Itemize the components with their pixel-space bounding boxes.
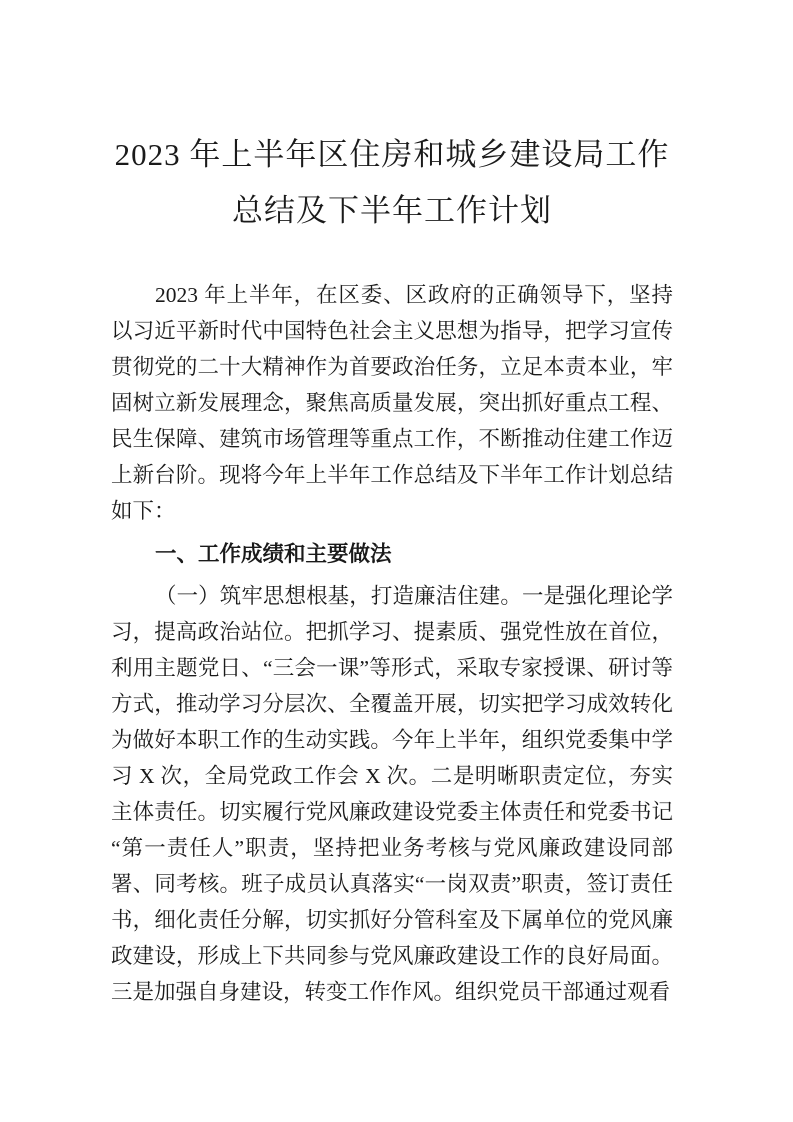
section-heading-1: 一、工作成绩和主要做法 xyxy=(155,542,392,566)
section-1-paragraph xyxy=(111,578,673,1010)
document-content-area xyxy=(111,0,673,1010)
section-1-lead-sentence: （一）筑牢思想根基，打造廉洁住建。 xyxy=(155,584,522,608)
intro-paragraph: 2023 年上半年，在区委、区政府的正确领导下，坚持以习近平新时代中国特色社会主义思想为指导，把学习宣传贯彻党的二十大精神作为首要政治任务，立足本责本业，牢固树立新发展理念，聚焦高质量发展，突出抓好重点工程、民生保障、建筑市场管理等重点工作，不断推动住建工作迈上新台阶。现将今年上半年工作总结及下半年工作计划总结如下： xyxy=(111,283,673,523)
section-1-body-text: 一是强化理论学习，提高政治站位。把抓学习、提素质、强党性放在首位，利用主题党日、“三会一课”等形式，采取专家授课、研讨等方式，推动学习分层次、全覆盖开展，切实把学习成效转化为做好本职工作的生动实践。今年上半年，组织党委集中学习 X 次，全局党政工作会 X 次。二是明晰职责定位，夯实主体责任。切实履行党风廉政建设党委主体责任和党委书记“第一责任人”职责，坚持把业务考核与党风廉政建设同部署、同考核。班子成员认真落实“一岗双责”职责，签订责任书，细化责任分解，切实抓好分管科室及下属单位的党风廉政建设，形成上下共同参与党风廉政建设工作的良好局面。三是加强自身建设，转变工作作风。组织党员干部通过观看 xyxy=(111,584,673,1004)
document-title: 2023 年上半年区住房和城乡建设局工作总结及下半年工作计划 xyxy=(114,137,670,228)
